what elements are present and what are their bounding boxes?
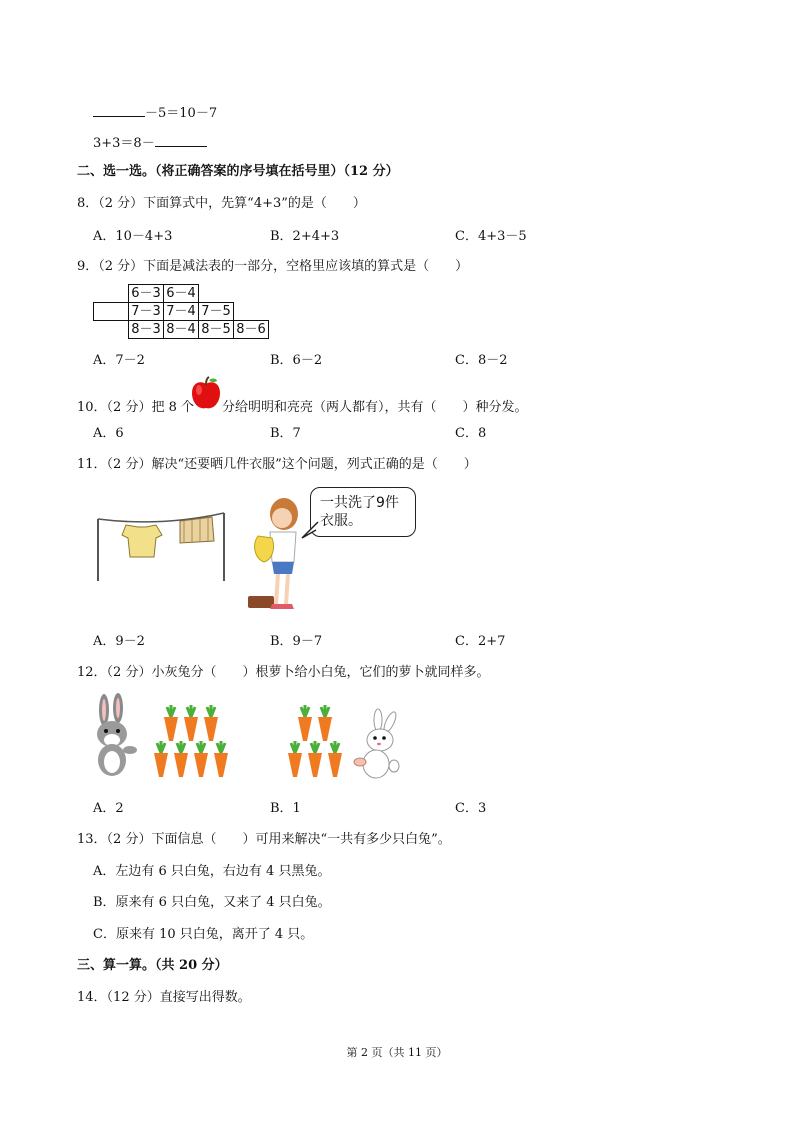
q13-option-b[interactable]: B．原来有 6 只白兔，又来了 4 只白兔。 bbox=[93, 895, 331, 910]
table-cell bbox=[234, 303, 269, 321]
q11-option-b[interactable]: B．9－7 bbox=[270, 634, 323, 649]
q9-option-c[interactable]: C．8－2 bbox=[455, 353, 508, 368]
blank-cell[interactable] bbox=[94, 303, 129, 321]
gray-rabbit-carrots bbox=[154, 703, 236, 779]
q10-option-a[interactable]: A．6 bbox=[93, 426, 124, 441]
q9-option-a[interactable]: A．7－2 bbox=[93, 353, 145, 368]
table-cell: 8－4 bbox=[164, 321, 199, 339]
q11-option-a[interactable]: A．9－2 bbox=[93, 634, 145, 649]
apple-icon bbox=[190, 376, 222, 412]
carrot-icon bbox=[214, 741, 228, 777]
q9-option-b[interactable]: B．6－2 bbox=[270, 353, 323, 368]
q12-option-b[interactable]: B．1 bbox=[270, 801, 301, 816]
table-cell: 8－5 bbox=[199, 321, 234, 339]
q14-stem: 14．（12 分）直接写出得数。 bbox=[77, 990, 251, 1005]
clothesline-icon bbox=[94, 505, 229, 581]
q13-option-c[interactable]: C．原来有 10 只白兔，离开了 4 只。 bbox=[93, 927, 314, 942]
q10-stem-after: 分给明明和亮亮（两人都有），共有（ ）种分发。 bbox=[222, 400, 528, 415]
section3-title: 三、算一算。（共 20 分） bbox=[77, 958, 228, 973]
speech-bubble-text: 一共洗了9件衣服。 bbox=[320, 495, 399, 529]
table-cell: 6－3 bbox=[129, 285, 164, 303]
table-cell bbox=[199, 285, 234, 303]
q13-option-a[interactable]: A．左边有 6 只白兔，右边有 4 只黑兔。 bbox=[93, 864, 331, 879]
q11-option-c[interactable]: C．2+7 bbox=[455, 634, 506, 649]
bubble-tail-icon bbox=[300, 520, 320, 540]
girl-icon bbox=[244, 492, 309, 612]
fill-line-2: 3+3＝8－ bbox=[93, 134, 207, 152]
carrot-icon bbox=[174, 741, 188, 777]
q8-option-c[interactable]: C．4+3－5 bbox=[455, 229, 527, 244]
fill-line-1: －5＝10－7 bbox=[93, 104, 217, 122]
table-cell: 6－4 bbox=[164, 285, 199, 303]
gray-rabbit-icon bbox=[88, 694, 140, 780]
page-footer: 第 2 页（共 11 页） bbox=[346, 1046, 448, 1059]
carrot-icon bbox=[328, 741, 342, 777]
q10-stem-before: 10．（2 分）把 8 个 bbox=[77, 400, 194, 415]
q10-option-c[interactable]: C．8 bbox=[455, 426, 487, 441]
q10-option-b[interactable]: B．7 bbox=[270, 426, 301, 441]
carrot-icon bbox=[308, 741, 322, 777]
white-rabbit-icon bbox=[350, 710, 402, 782]
table-cell: 8－6 bbox=[234, 321, 269, 339]
carrot-icon bbox=[194, 741, 208, 777]
subtraction-table bbox=[93, 284, 269, 339]
table-cell: 7－5 bbox=[199, 303, 234, 321]
q12-option-c[interactable]: C．3 bbox=[455, 801, 487, 816]
carrot-icon bbox=[318, 705, 332, 741]
table-cell: 8－3 bbox=[129, 321, 164, 339]
carrot-icon bbox=[298, 705, 312, 741]
table-cell bbox=[94, 321, 129, 339]
answer-blank[interactable] bbox=[155, 134, 207, 147]
carrot-icon bbox=[288, 741, 302, 777]
q13-stem: 13．（2 分）下面信息（ ）可用来解决“一共有多少只白兔”。 bbox=[77, 832, 451, 847]
carrot-icon bbox=[204, 705, 218, 741]
carrot-icon bbox=[154, 741, 168, 777]
section2-title: 二、选一选。（将正确答案的序号填在括号里）（12 分） bbox=[77, 164, 399, 179]
q11-stem: 11．（2 分）解决“还要晒几件衣服”这个问题，列式正确的是（ ） bbox=[77, 457, 477, 472]
white-rabbit-carrots bbox=[288, 703, 350, 779]
table-cell: 7－4 bbox=[164, 303, 199, 321]
table-cell bbox=[94, 285, 129, 303]
carrot-icon bbox=[164, 705, 178, 741]
carrot-icon bbox=[184, 705, 198, 741]
q9-stem: 9．（2 分）下面是减法表的一部分，空格里应该填的算式是（ ） bbox=[77, 259, 469, 274]
q8-option-a[interactable]: A．10－4+3 bbox=[93, 229, 173, 244]
q12-stem: 12．（2 分）小灰兔分（ ）根萝卜给小白兔，它们的萝卜就同样多。 bbox=[77, 665, 490, 680]
answer-blank[interactable] bbox=[93, 104, 145, 117]
table-cell bbox=[234, 285, 269, 303]
table-cell: 7－3 bbox=[129, 303, 164, 321]
q8-stem: 8．（2 分）下面算式中，先算“4+3”的是（ ） bbox=[77, 196, 366, 211]
q8-option-b[interactable]: B．2+4+3 bbox=[270, 229, 340, 244]
q12-option-a[interactable]: A．2 bbox=[93, 801, 124, 816]
